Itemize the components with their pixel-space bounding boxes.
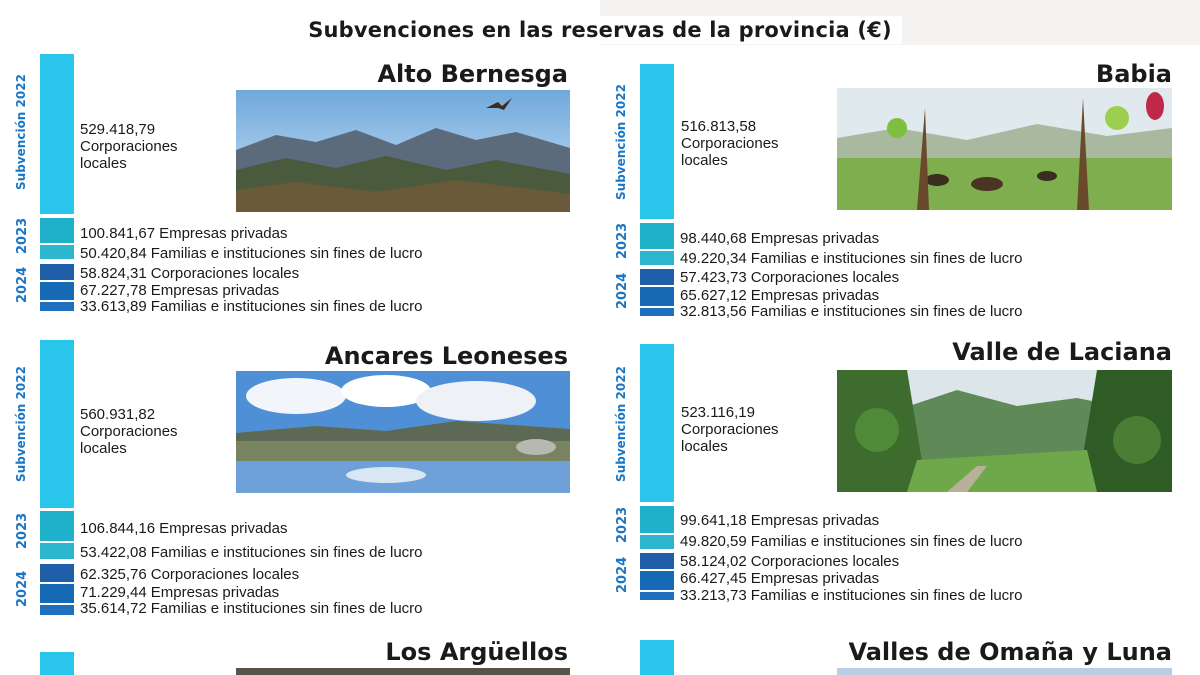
bar-2024-corporaciones bbox=[40, 264, 74, 280]
row-2023-familias: 50.420,84 Familias e instituciones sin fines de lucro bbox=[80, 245, 423, 262]
bar-2024-corporaciones bbox=[640, 269, 674, 285]
bar-2024-familias bbox=[40, 605, 74, 615]
bar-2024-empresas bbox=[40, 584, 74, 603]
label-subvencion-2022: Subvención 2022 bbox=[14, 366, 28, 482]
reserve-name: Alto Bernesga bbox=[377, 60, 568, 88]
bar-2023-empresas bbox=[640, 223, 674, 249]
reserve-name: Valles de Omaña y Luna bbox=[848, 638, 1172, 666]
row-2024-corporaciones: 62.325,76 Corporaciones locales bbox=[80, 566, 300, 583]
row-2024-corporaciones: 58.124,02 Corporaciones locales bbox=[680, 553, 900, 570]
amount-2022: 516.813,58 Corporaciones locales bbox=[681, 118, 779, 169]
panel-los-arguellos bbox=[8, 628, 598, 675]
row-2023-empresas: 98.440,68 Empresas privadas bbox=[680, 230, 880, 247]
label-2023: 2023 bbox=[615, 222, 630, 259]
bar-2023-empresas bbox=[640, 506, 674, 533]
amount-2022: 560.931,82 Corporaciones locales bbox=[80, 406, 178, 457]
panel-ancares-leoneses bbox=[8, 330, 598, 620]
label-2023: 2023 bbox=[15, 217, 30, 254]
row-2023-familias: 53.422,08 Familias e instituciones sin fines de lucro bbox=[80, 544, 423, 561]
label-subvencion-2022: Subvención 2022 bbox=[614, 366, 628, 482]
amount-2022: 523.116,19 Corporaciones locales bbox=[681, 404, 779, 455]
label-2024: 2024 bbox=[615, 556, 630, 593]
bar-2022 bbox=[40, 652, 74, 675]
reserve-photo bbox=[236, 668, 570, 675]
valley-photo-icon bbox=[837, 370, 1172, 492]
row-2024-corporaciones: 58.824,31 Corporaciones locales bbox=[80, 265, 300, 282]
infographic-title: Subvenciones en las reservas de la provincia (€) bbox=[298, 16, 902, 44]
row-2024-empresas: 67.227,78 Empresas privadas bbox=[80, 282, 280, 299]
panel-valles-de-omana-y-luna bbox=[608, 628, 1200, 675]
reserve-photo bbox=[837, 88, 1172, 210]
bar-2022 bbox=[640, 344, 674, 502]
row-2024-familias: 33.213,73 Familias e instituciones sin fines de lucro bbox=[680, 587, 1023, 604]
row-2024-empresas: 65.627,12 Empresas privadas bbox=[680, 287, 880, 304]
label-2024: 2024 bbox=[15, 570, 30, 607]
amount-2022 bbox=[80, 121, 200, 172]
panel-babia bbox=[608, 48, 1200, 323]
bar-2023-familias bbox=[40, 245, 74, 259]
mountain-photo-icon bbox=[236, 90, 570, 212]
bar-2024-familias bbox=[640, 308, 674, 316]
title-container bbox=[0, 16, 1200, 44]
row-2023-empresas: 106.844,16 Empresas privadas bbox=[80, 520, 288, 537]
row-2024-familias: 32.813,56 Familias e instituciones sin fines de lucro bbox=[680, 303, 1023, 320]
meadow-photo-icon bbox=[837, 88, 1172, 210]
row-2024-familias: 33.613,89 Familias e instituciones sin fines de lucro bbox=[80, 298, 423, 315]
reserve-name: Los Argüellos bbox=[385, 638, 568, 666]
bar-2023-familias bbox=[640, 535, 674, 549]
row-2024-familias: 35.614,72 Familias e instituciones sin fines de lucro bbox=[80, 600, 423, 617]
reserve-name: Babia bbox=[1095, 60, 1172, 88]
panel-alto-bernesga bbox=[8, 48, 598, 323]
bar-2022 bbox=[40, 54, 74, 214]
row-2023-empresas: 100.841,67 Empresas privadas bbox=[80, 225, 288, 242]
bar-2024-corporaciones bbox=[40, 564, 74, 582]
label-2024: 2024 bbox=[615, 272, 630, 309]
panel-valle-de-laciana bbox=[608, 330, 1200, 620]
row-2024-empresas: 71.229,44 Empresas privadas bbox=[80, 584, 280, 601]
bar-2022 bbox=[640, 64, 674, 219]
reserve-photo bbox=[837, 370, 1172, 492]
row-2024-empresas: 66.427,45 Empresas privadas bbox=[680, 570, 880, 587]
amount-2022-label: Corporaciones locales bbox=[80, 138, 178, 172]
reserve-name: Valle de Laciana bbox=[952, 338, 1172, 366]
bar-2022 bbox=[40, 340, 74, 508]
reserve-photo bbox=[236, 90, 570, 212]
row-2023-familias: 49.220,34 Familias e instituciones sin fines de lucro bbox=[680, 250, 1023, 267]
label-subvencion-2022: Subvención 2022 bbox=[614, 84, 628, 200]
bar-2023-familias bbox=[40, 543, 74, 559]
label-2024: 2024 bbox=[15, 266, 30, 303]
bar-2024-corporaciones bbox=[640, 553, 674, 569]
label-2023: 2023 bbox=[15, 512, 30, 549]
row-2023-familias: 49.820,59 Familias e instituciones sin fines de lucro bbox=[680, 533, 1023, 550]
bar-2024-familias bbox=[40, 302, 74, 311]
bar-2024-empresas bbox=[40, 282, 74, 300]
bar-2023-familias bbox=[640, 251, 674, 265]
reserve-name: Ancares Leoneses bbox=[324, 342, 568, 370]
reserve-photo bbox=[837, 668, 1172, 675]
bar-2023-empresas bbox=[40, 511, 74, 541]
lake-photo-icon bbox=[236, 371, 570, 493]
bar-2023-empresas bbox=[40, 218, 74, 243]
bar-2024-empresas bbox=[640, 571, 674, 590]
bar-2024-familias bbox=[640, 592, 674, 600]
bar-2022 bbox=[640, 640, 674, 675]
amount-2022-value: 529.418,79 bbox=[80, 121, 156, 138]
row-2023-empresas: 99.641,18 Empresas privadas bbox=[680, 512, 880, 529]
bar-2024-empresas bbox=[640, 287, 674, 306]
label-2023: 2023 bbox=[615, 506, 630, 543]
reserve-photo bbox=[236, 371, 570, 493]
label-subvencion-2022: Subvención 2022 bbox=[14, 74, 28, 190]
row-2024-corporaciones: 57.423,73 Corporaciones locales bbox=[680, 269, 900, 286]
